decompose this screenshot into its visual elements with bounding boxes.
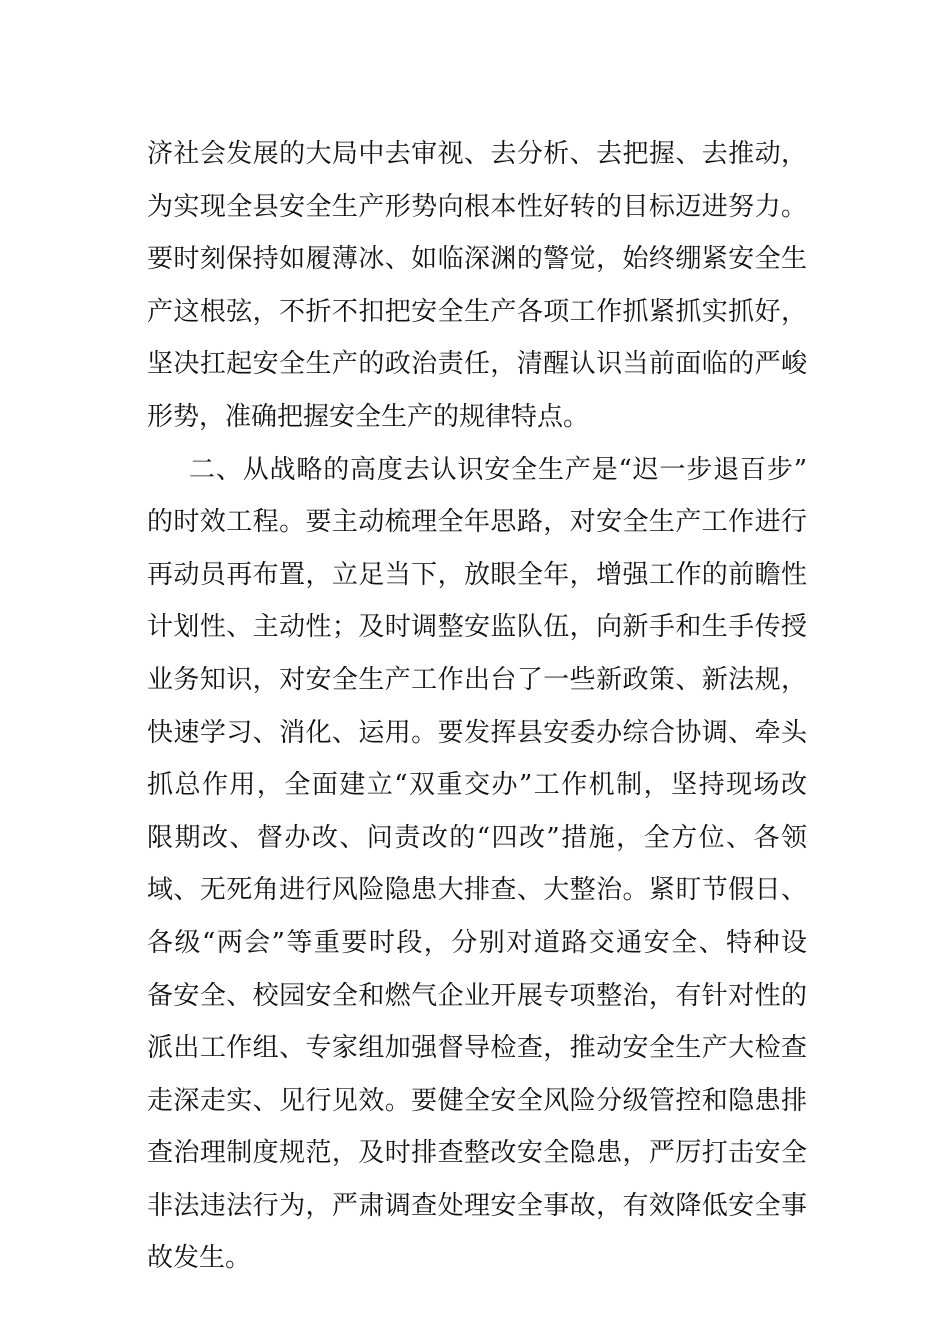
paragraph-1 <box>147 128 807 444</box>
text-line: 要时刻保持如履薄冰、如临深渊的警觉，始终绷紧安全生 <box>147 244 807 275</box>
text-line: 走深走实、见行见效。要健全安全风险分级管控和隐患排 <box>147 1085 807 1116</box>
text-line: 故发生。 <box>147 1243 252 1274</box>
text-line: 计划性、主动性；及时调整安监队伍，向新手和生手传授 <box>147 612 807 643</box>
paragraph-2 <box>147 444 807 1286</box>
text-line: 查治理制度规范，及时排查整改安全隐患，严厉打击安全 <box>147 1138 807 1169</box>
text-line: 抓总作用，全面建立“双重交办”工作机制，坚持现场改 <box>147 770 807 801</box>
text-line: 限期改、督办改、问责改的“四改”措施，全方位、各领 <box>147 822 807 853</box>
text-line: 济社会发展的大局中去审视、去分析、去把握、去推动， <box>147 139 807 169</box>
text-line: 业务知识，对安全生产工作出台了一些新政策、新法规， <box>147 664 807 695</box>
text-line: 二、从战略的高度去认识安全生产是“迟一步退百步” <box>189 454 807 485</box>
text-line: 产这根弦，不折不扣把安全生产各项工作抓紧抓实抓好， <box>147 296 807 327</box>
text-line: 快速学习、消化、运用。要发挥县安委办综合协调、牵头 <box>147 717 807 748</box>
text-line: 域、无死角进行风险隐患大排查、大整治。紧盯节假日、 <box>147 875 807 906</box>
text-line: 派出工作组、专家组加强督导检查，推动安全生产大检查 <box>147 1033 807 1064</box>
text-line: 的时效工程。要主动梳理全年思路，对安全生产工作进行 <box>147 507 807 538</box>
text-line: 各级“两会”等重要时段，分别对道路交通安全、特种设 <box>147 927 807 958</box>
text-line: 非法违法行为，严肃调查处理安全事故，有效降低安全事 <box>147 1190 807 1221</box>
text-line: 坚决扛起安全生产的政治责任，清醒认识当前面临的严峻 <box>147 349 807 380</box>
text-line: 为实现全县安全生产形势向根本性好转的目标迈进努力。 <box>147 191 807 222</box>
document-body <box>147 128 807 1285</box>
text-line: 形势，准确把握安全生产的规律特点。 <box>147 401 590 432</box>
text-line: 再动员再布置，立足当下，放眼全年，增强工作的前瞻性 <box>147 559 807 590</box>
text-line: 备安全、校园安全和燃气企业开展专项整治，有针对性的 <box>147 980 807 1011</box>
